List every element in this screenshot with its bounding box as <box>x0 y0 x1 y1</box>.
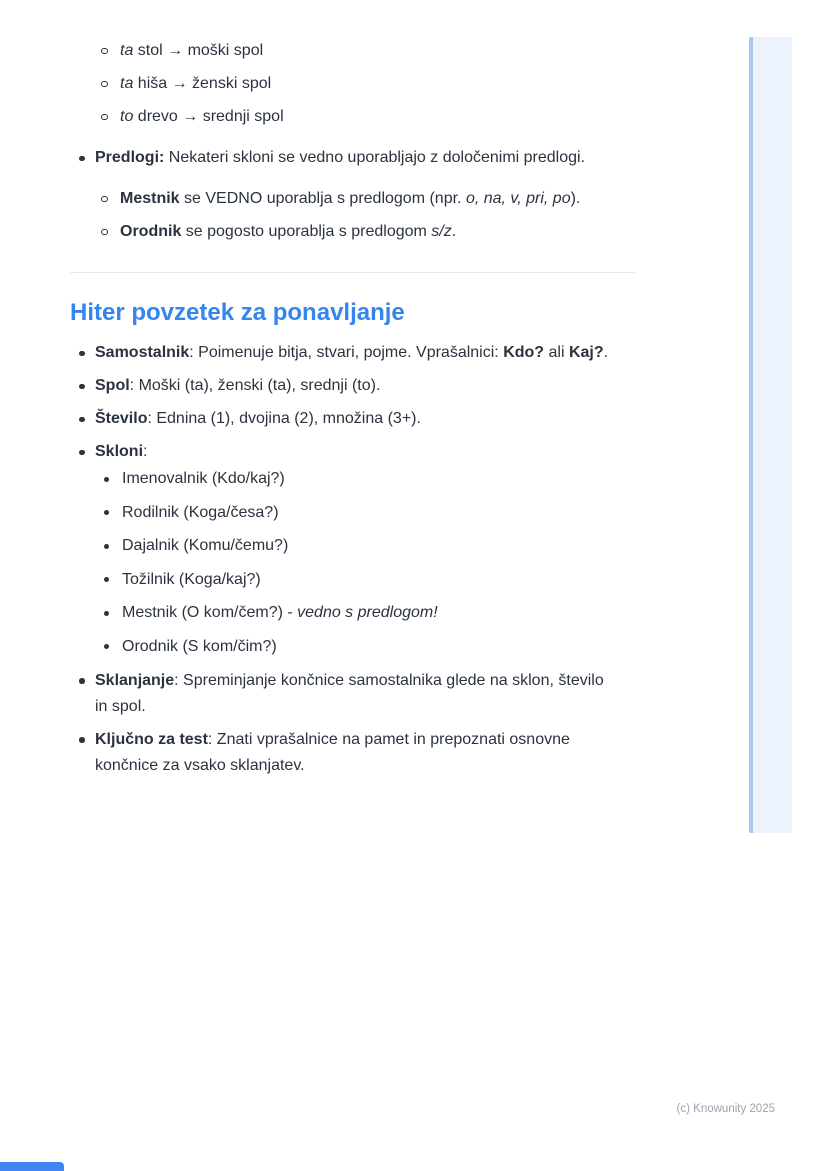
corner-accent-bar <box>0 1162 64 1171</box>
section-divider <box>70 272 635 273</box>
term-text: : Moški (ta), ženski (ta), srednji (to). <box>129 377 381 394</box>
term-text: : Spreminjanje končnice samostalnika glede na sklon, število <box>174 671 604 689</box>
case-item <box>122 500 635 526</box>
case-text: se VEDNO uporablja s predlogom (npr. <box>179 190 466 207</box>
gender-example-list <box>70 0 635 130</box>
predlogi-sub-item <box>120 186 635 212</box>
summary-item-stevilo <box>95 406 635 432</box>
term-label: Sklanjanje <box>95 671 175 689</box>
example-text: stol → moški spol <box>133 42 264 59</box>
content-column <box>70 0 635 786</box>
term-label: Spol <box>95 377 130 394</box>
predlogi-text: Nekateri skloni se vedno uporabljajo z določenimi predlogi. <box>164 149 586 166</box>
summary-item-skloni <box>95 439 635 660</box>
case-item <box>122 600 635 626</box>
case-text: Dajalnik (Komu/čemu?) <box>122 537 289 554</box>
example-text: hiša → ženski spol <box>133 75 272 92</box>
predlogi-sub-list <box>70 186 635 245</box>
case-item <box>122 634 635 660</box>
case-text: Orodnik (S kom/čim?) <box>122 637 277 655</box>
case-item <box>122 533 635 559</box>
predlogi-label: Predlogi: <box>95 149 165 166</box>
term-label: Skloni <box>95 443 144 460</box>
case-label: Orodnik <box>120 223 182 240</box>
predlogi-list <box>70 145 635 171</box>
question-word: Kdo? <box>503 344 545 361</box>
case-em: vedno s predlogom! <box>297 604 438 621</box>
term-text: : Znati vprašalnice na pamet in prepoznati osnovne <box>207 730 570 748</box>
term-text: : Ednina (1), dvojina (2), množina (3+). <box>147 410 421 427</box>
summary-heading: Hiter povzetek za ponavljanje <box>70 299 405 326</box>
term-label: Število <box>95 410 148 427</box>
case-text: Rodilnik (Koga/česa?) <box>122 503 279 521</box>
footer-copyright: (c) Knowunity 2025 <box>676 1103 775 1115</box>
summary-item-samostalnik <box>95 340 635 366</box>
example-lead: ta <box>120 75 134 92</box>
gender-example-item <box>120 71 635 97</box>
term-text: : Poimenuje bitja, stvari, pojme. Vprašalnici: <box>189 344 504 361</box>
term-text: ali <box>544 344 569 361</box>
cases-list <box>95 466 635 660</box>
gender-example-item <box>120 104 635 130</box>
right-highlight-bar <box>749 37 792 833</box>
question-word: Kaj? <box>568 344 604 361</box>
case-text-end: . <box>451 223 457 240</box>
case-text: Tožilnik (Koga/kaj?) <box>122 570 261 588</box>
term-text: . <box>603 344 609 361</box>
summary-item-spol <box>95 373 635 399</box>
predlogi-sub-item <box>120 219 635 245</box>
example-text: drevo → srednji spol <box>133 108 284 125</box>
case-text: se pogosto uporablja s predlogom <box>181 223 432 240</box>
case-label: Mestnik <box>120 190 180 207</box>
term-text-wrap: končnice za vsako sklanjatev. <box>95 756 305 774</box>
predlogi-item <box>95 145 635 171</box>
case-em: s/z <box>431 223 452 240</box>
term-text: : <box>143 443 148 460</box>
summary-item-sklanjanje <box>95 668 635 720</box>
term-label: Ključno za test <box>95 730 208 748</box>
case-item <box>122 567 635 593</box>
case-text-end: ). <box>570 190 581 207</box>
summary-item-kljucno <box>95 727 635 779</box>
gender-example-item <box>120 38 635 64</box>
case-text: Imenovalnik (Kdo/kaj?) <box>122 470 285 487</box>
case-em: o, na, v, pri, po <box>465 190 571 207</box>
case-text: Mestnik (O kom/čem?) - <box>122 604 298 621</box>
case-item <box>122 466 635 492</box>
example-lead: to <box>120 108 134 125</box>
summary-list <box>70 340 635 779</box>
term-label: Samostalnik <box>95 344 190 361</box>
example-lead: ta <box>120 42 134 59</box>
term-text-wrap: in spol. <box>95 697 146 715</box>
